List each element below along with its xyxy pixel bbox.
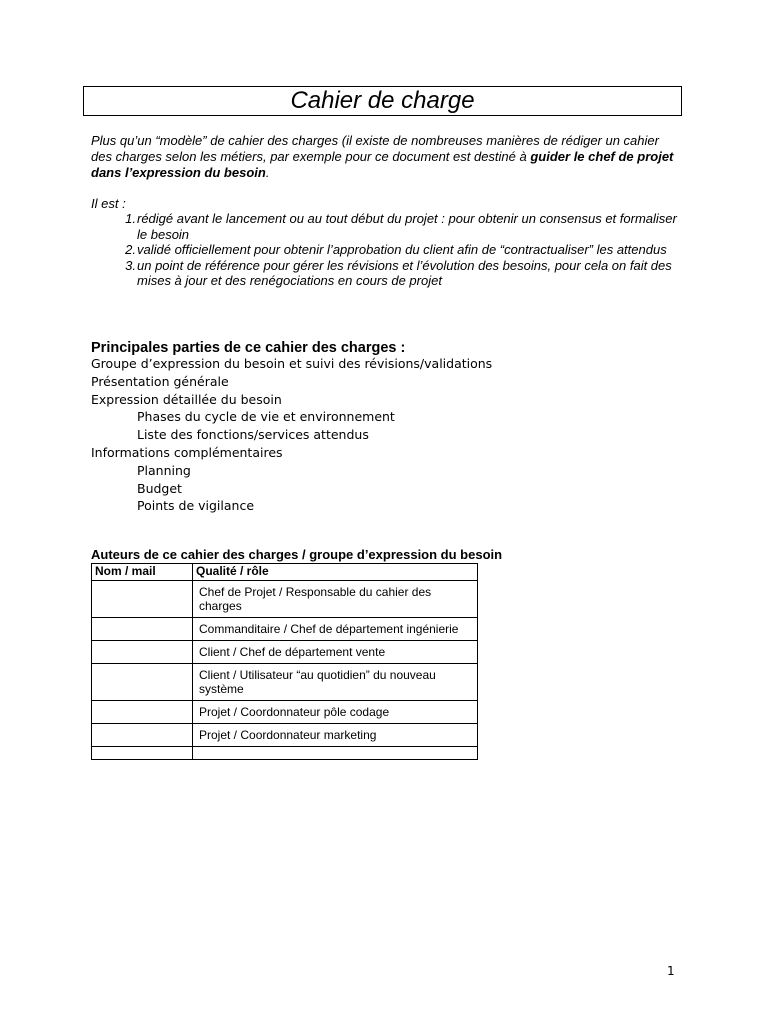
list-number: 3. <box>125 257 136 273</box>
list-text: rédigé avant le lancement ou au tout début du projet : pour obtenir un consensus et formaliser le besoin <box>137 211 677 242</box>
table-row <box>92 618 478 641</box>
list-number: 2. <box>125 242 136 257</box>
part-item: Groupe d’expression du besoin et suivi des révisions/validations <box>91 356 493 371</box>
cell-name <box>92 724 193 747</box>
cell-role: Chef de Projet / Responsable du cahier des charges <box>193 581 478 618</box>
table-row <box>92 581 478 618</box>
cell-role: Projet / Coordonnateur marketing <box>193 724 478 747</box>
cell-name <box>92 581 193 618</box>
table-row <box>92 664 478 701</box>
page-number: 1 <box>667 964 675 978</box>
part-subitem: Budget <box>137 480 182 496</box>
list-item <box>91 258 681 289</box>
list-text: validé officiellement pour obtenir l’approbation du client afin de “contractualiser” les attendus <box>137 242 667 257</box>
part-subitem: Planning <box>137 462 191 478</box>
table-row <box>92 724 478 747</box>
cell-role: Commanditaire / Chef de département ingénierie <box>193 618 478 641</box>
parts-list <box>91 355 492 515</box>
numbered-list <box>91 211 681 289</box>
cell-name <box>92 664 193 701</box>
intro-text: Plus qu’un “modèle” de cahier des charges (il existe de nombreuses manières de rédiger un cahier des charges selon les métiers, par exemple pour ce document est destiné à <box>91 133 659 164</box>
header-role: Qualité / rôle <box>193 564 478 581</box>
il-est-label: Il est : <box>91 196 126 211</box>
parts-heading: Principales parties de ce cahier des charges : <box>91 340 406 356</box>
cell-role: Client / Utilisateur “au quotidien” du nouveau système <box>193 664 478 701</box>
document-title: Cahier de charge <box>290 87 475 114</box>
authors-heading: Auteurs de ce cahier des charges / groupe d’expression du besoin <box>91 547 503 562</box>
list-number: 1. <box>125 211 136 226</box>
table-row <box>92 701 478 724</box>
cell-role: Projet / Coordonnateur pôle codage <box>193 701 478 724</box>
cell-name <box>92 747 193 760</box>
header-name: Nom / mail <box>92 564 193 581</box>
part-subitem: Points de vigilance <box>137 498 255 514</box>
part-subitem: Liste des fonctions/services attendus <box>137 427 369 443</box>
part-item: Présentation générale <box>91 373 229 389</box>
cell-name <box>92 618 193 641</box>
table-row <box>92 747 478 760</box>
part-item: Informations complémentaires <box>91 444 283 460</box>
list-text: un point de référence pour gérer les révisions et l’évolution des besoins, pour cela on fait des mises à jour et des renégociations en cours de projet <box>137 257 672 288</box>
intro-bold-text: guider le chef de projet dans l’expression du besoin <box>91 149 674 180</box>
part-subitem: Phases du cycle de vie et environnement <box>137 409 395 425</box>
cell-role <box>193 747 478 760</box>
cell-name <box>92 701 193 724</box>
intro-paragraph <box>91 133 681 181</box>
table-header-row <box>92 564 478 581</box>
list-item <box>91 211 681 242</box>
title-box <box>83 86 682 116</box>
list-item <box>91 242 681 258</box>
table-row <box>92 641 478 664</box>
part-item: Expression détaillée du besoin <box>91 391 282 407</box>
cell-role: Client / Chef de département vente <box>193 641 478 664</box>
intro-end: . <box>265 165 270 180</box>
cell-name <box>92 641 193 664</box>
authors-table <box>91 563 478 760</box>
